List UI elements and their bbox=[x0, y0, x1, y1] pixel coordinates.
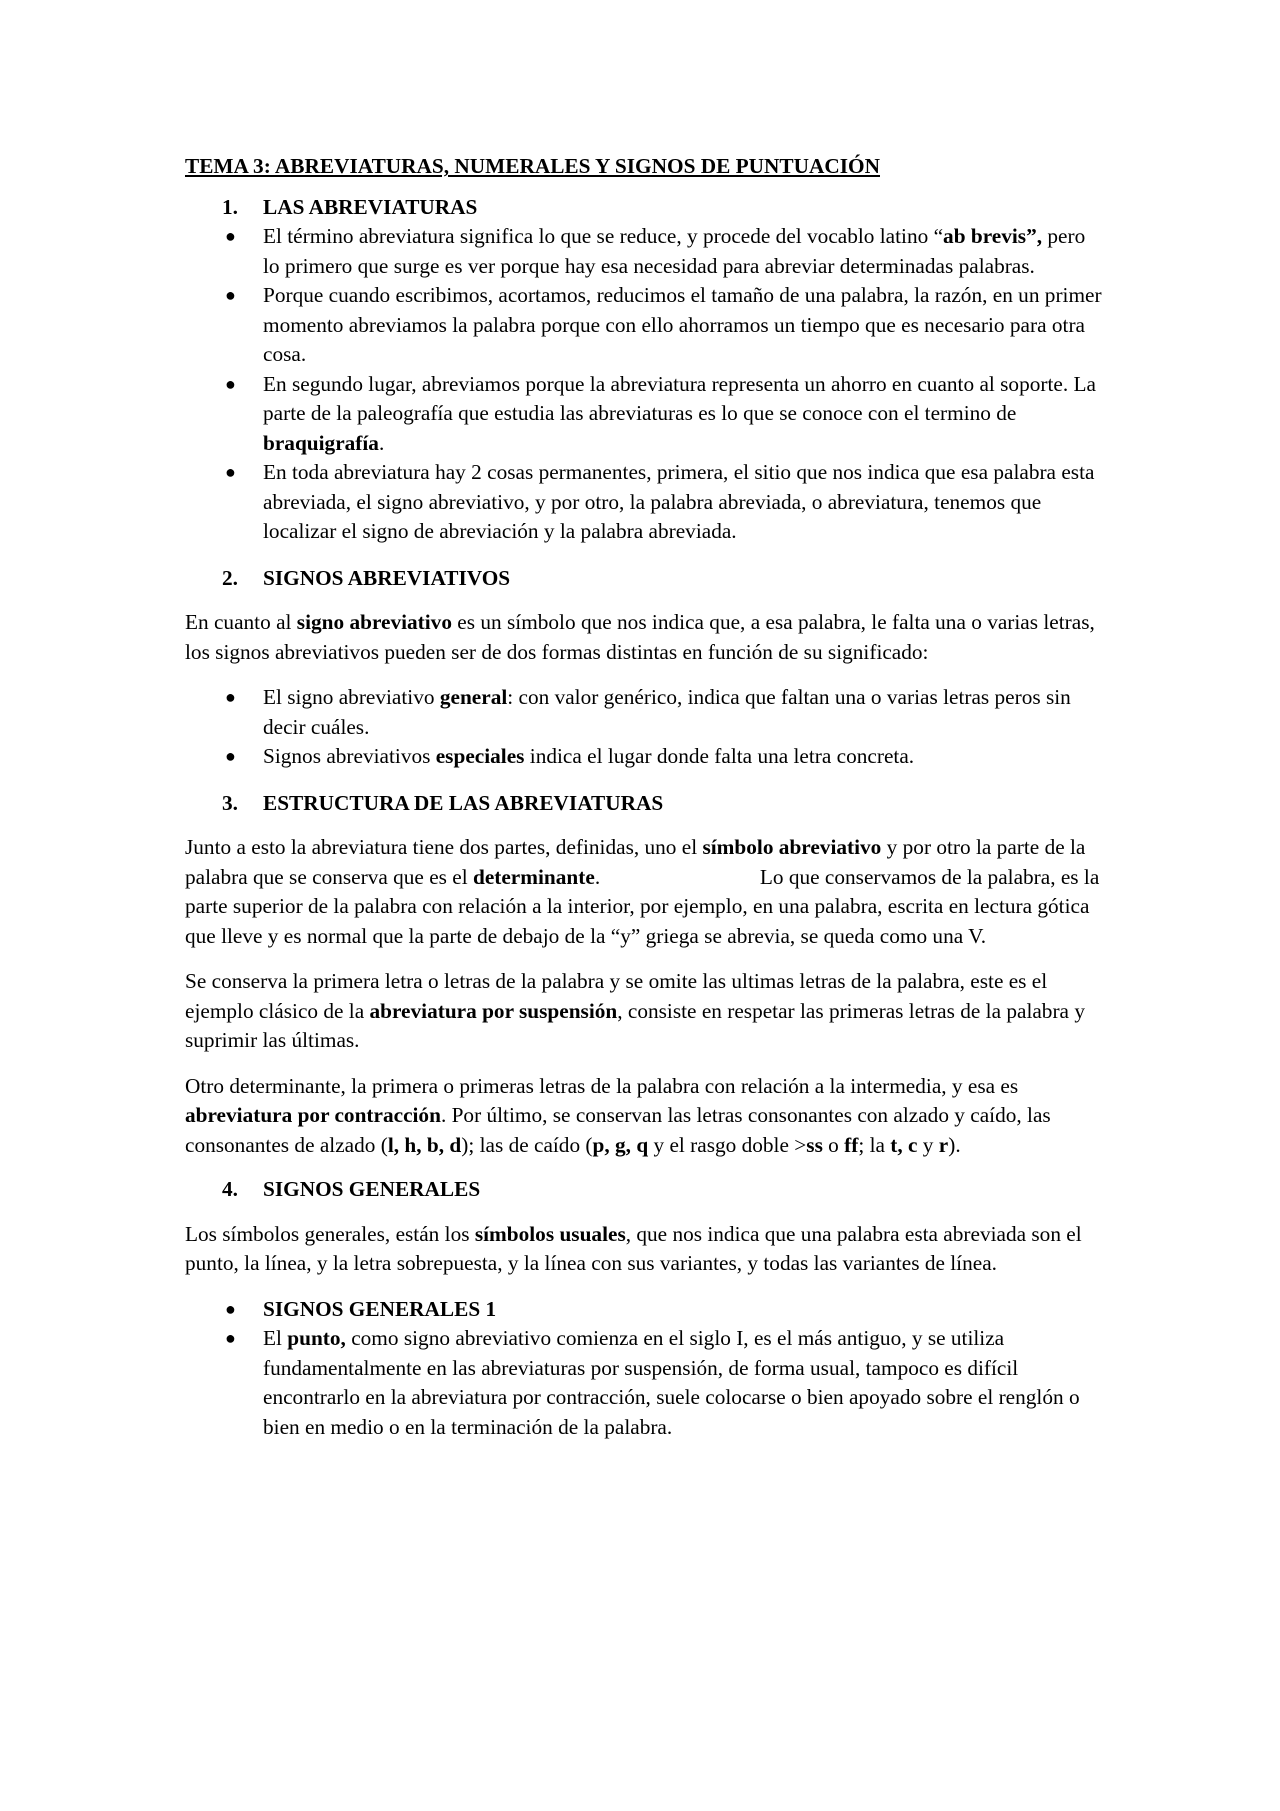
section-heading-3 bbox=[185, 789, 1104, 819]
list-item: ● El signo abreviativo general: con valor genérico, indica que faltan una o varias letras peros sin decir cuáles. bbox=[225, 685, 1071, 739]
section-heading-4 bbox=[185, 1175, 1104, 1205]
section-title-2: SIGNOS ABREVIATIVOS bbox=[263, 565, 511, 590]
list-item: ● Porque cuando escribimos, acortamos, reducimos el tamaño de una palabra, la razón, en un primer momento abreviamos la palabra porque con ello ahorramos un tiempo que es necesario para otra cosa. bbox=[225, 283, 1102, 366]
bullet-icon: ● bbox=[225, 746, 236, 766]
bullet-icon: ● bbox=[225, 226, 236, 246]
paragraph: Otro determinante, la primera o primeras letras de la palabra con relación a la intermedia, y esa es abreviatura por contracción. Por último, se conservan las letras consonantes con alzado y caído, las consonantes de alzado (l, h, b, d); las de caído (p, g, q y el rasgo doble >ss o ff; la t, c y r). bbox=[185, 1073, 1051, 1157]
section-number-1: 1. bbox=[222, 194, 238, 219]
bullet-icon: ● bbox=[225, 373, 236, 394]
section-heading-2 bbox=[185, 564, 1104, 594]
bullet-icon: ● bbox=[225, 285, 236, 305]
section-number-3: 3. bbox=[222, 790, 238, 815]
section-2-bullet-list bbox=[185, 683, 1104, 772]
section-1-bullet-list bbox=[185, 222, 1104, 547]
paragraph: Los símbolos generales, están los símbolos usuales, que nos indica que una palabra esta abreviada son el punto, la línea, y la letra sobrepuesta, y la línea con sus variantes, y todas las variantes de línea. bbox=[185, 1221, 1082, 1275]
bullet-icon: ● bbox=[225, 462, 236, 482]
paragraph: Junto a esto la abreviatura tiene dos partes, definidas, uno el símbolo abreviativo y por otro la parte de la palabra que se conserva que es el determinante. Lo que conservamos de la palabra, es la parte superior de la palabra con relación a la interior, por ejemplo, en una palabra, escrita en lectura gótica que lleve y es normal que la parte de debajo de la “y” griega se abrevia, se queda como una V. bbox=[185, 835, 1105, 948]
section-heading-1 bbox=[185, 193, 1104, 223]
section-number-2: 2. bbox=[222, 565, 238, 590]
paragraph: En cuanto al signo abreviativo es un símbolo que nos indica que, a esa palabra, le falta una o varias letras, los signos abreviativos pueden ser de dos formas distintas en función de su significado: bbox=[185, 610, 1095, 664]
section-title-3: ESTRUCTURA DE LAS ABREVIATURAS bbox=[263, 790, 664, 815]
list-item: ● El punto, como signo abreviativo comienza en el siglo I, es el más antiguo, y se utiliza fundamentalmente en las abreviaturas por suspensión, de forma usual, tampoco es difícil encontrarlo en la abreviatura por contracción, suele colocarse o bien apoyado sobre el renglón o bien en medio o en la terminación de la palabra. bbox=[225, 1326, 1080, 1439]
list-item: ● En toda abreviatura hay 2 cosas permanentes, primera, el sitio que nos indica que esa palabra esta abreviada, el signo abreviativo, y por otro, la palabra abreviada, o abreviatura, tenemos que localizar el signo de abreviación y la palabra abreviada. bbox=[225, 460, 1095, 543]
list-item: ● El término abreviatura significa lo que se reduce, y procede del vocablo latino “ab brevis”, pero lo primero que surge es ver porque hay esa necesidad para abreviar determinadas palabras. bbox=[225, 224, 1086, 278]
section-title-1: LAS ABREVIATURAS bbox=[263, 194, 478, 219]
bullet-icon: ● bbox=[225, 687, 236, 707]
document-title: TEMA 3: ABREVIATURAS, NUMERALES Y SIGNOS DE PUNTUACIÓN bbox=[185, 154, 880, 178]
section-4-bullet-list bbox=[185, 1295, 1104, 1443]
list-item: ● SIGNOS GENERALES 1 bbox=[185, 1295, 1104, 1325]
bullet-icon: ● bbox=[225, 1328, 236, 1348]
list-item: ● Signos abreviativos especiales indica el lugar donde falta una letra concreta. bbox=[185, 742, 1104, 772]
paragraph: Se conserva la primera letra o letras de la palabra y se omite las ultimas letras de la palabra, este es el ejemplo clásico de la abreviatura por suspensión, consiste en respetar las primeras letras de la palabra y suprimir las últimas. bbox=[185, 969, 1085, 1052]
section-title-4: SIGNOS GENERALES bbox=[263, 1177, 481, 1201]
list-item: ● En segundo lugar, abreviamos porque la abreviatura representa un ahorro en cuanto al soporte. La parte de la paleografía que estudia las abreviaturas es lo que se conoce con el termino de braquigrafía. bbox=[225, 371, 1096, 455]
bullet-icon: ● bbox=[225, 1298, 236, 1319]
section-number-4: 4. bbox=[222, 1177, 238, 1201]
